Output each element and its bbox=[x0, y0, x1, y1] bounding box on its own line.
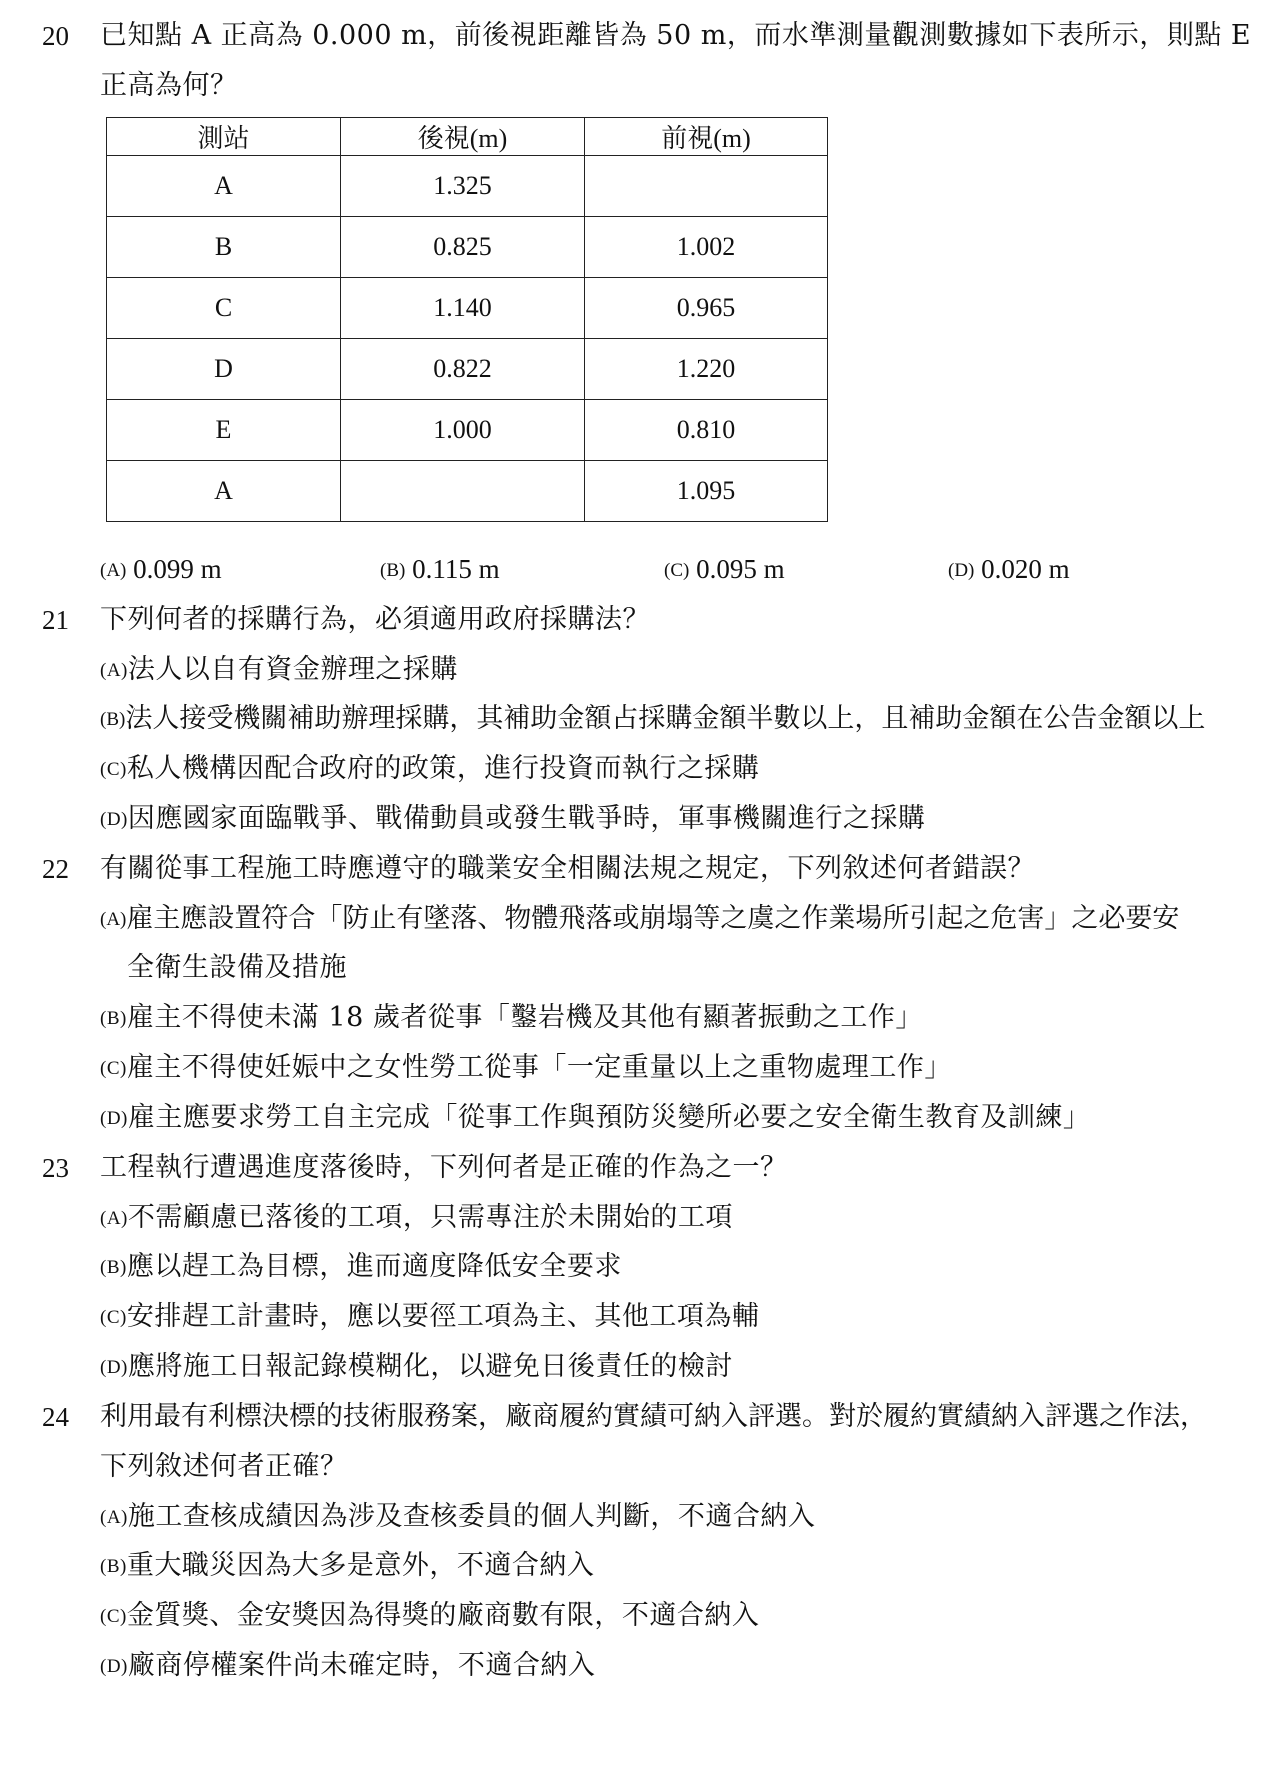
table-cell-station: A bbox=[107, 156, 341, 217]
option-label: (A) bbox=[100, 1208, 128, 1229]
option-label: (C) bbox=[664, 560, 690, 581]
table-row bbox=[107, 461, 828, 522]
option-text: 施工查核成績因為涉及查核委員的個人判斷，不適合納入 bbox=[127, 1501, 816, 1532]
option-text: 私人機構因配合政府的政策，進行投資而執行之採購 bbox=[126, 753, 760, 784]
option-label: (A) bbox=[100, 909, 127, 930]
question-stem: 下列何者的採購行為，必須適用政府採購法？ bbox=[100, 604, 650, 635]
option-text: 廠商停權案件尚未確定時，不適合納入 bbox=[127, 1650, 596, 1681]
question-stem-continued: 下列敘述何者正確？ bbox=[100, 1451, 348, 1482]
table-cell-foresight: 0.810 bbox=[585, 400, 828, 461]
table-cell-foresight: 0.965 bbox=[585, 278, 828, 339]
question-number: 22 bbox=[42, 854, 69, 884]
table-cell-backsight: 0.822 bbox=[341, 339, 585, 400]
option-label: (B) bbox=[100, 1008, 127, 1029]
question-stem-continued: 正高為何？ bbox=[100, 70, 238, 101]
option-b bbox=[380, 551, 500, 589]
option-label: (C) bbox=[100, 1307, 127, 1328]
option-b bbox=[100, 1548, 594, 1585]
table-cell-station: B bbox=[107, 217, 341, 278]
option-label: (D) bbox=[100, 1108, 128, 1129]
option-text: 0.095 m bbox=[696, 554, 785, 584]
option-text: 法人以自有資金辦理之採購 bbox=[127, 654, 458, 685]
option-c bbox=[100, 1050, 952, 1087]
table-cell-backsight bbox=[341, 461, 585, 522]
question-number: 20 bbox=[42, 21, 69, 51]
table-header-foresight: 前視(m) bbox=[585, 118, 828, 156]
option-label: (A) bbox=[100, 660, 128, 681]
option-text: 法人接受機關補助辦理採購，其補助金額占採購金額半數以上，且補助金額在公告金額以上 bbox=[125, 703, 1206, 734]
option-text: 雇主應設置符合「防止有墜落、物體飛落或崩塌等之虞之作業場所引起之危害」之必要安 bbox=[126, 903, 1180, 934]
table-row bbox=[107, 156, 828, 217]
option-b bbox=[100, 1249, 622, 1286]
option-label: (D) bbox=[100, 1357, 128, 1378]
table-row bbox=[107, 339, 828, 400]
option-text: 0.115 m bbox=[412, 554, 500, 584]
option-label: (D) bbox=[100, 809, 128, 830]
table-header-row bbox=[107, 118, 828, 156]
table-row bbox=[107, 278, 828, 339]
option-a bbox=[100, 1499, 815, 1536]
option-a bbox=[100, 652, 458, 689]
option-text: 雇主不得使妊娠中之女性勞工從事「一定重量以上之重物處理工作」 bbox=[126, 1052, 952, 1083]
option-label: (D) bbox=[948, 560, 975, 581]
option-label: (B) bbox=[100, 1556, 127, 1577]
option-text: 0.099 m bbox=[133, 554, 222, 584]
option-label: (C) bbox=[100, 759, 127, 780]
table-cell-station: D bbox=[107, 339, 341, 400]
option-d bbox=[100, 1100, 1090, 1137]
table-cell-foresight: 1.002 bbox=[585, 217, 828, 278]
question-number: 24 bbox=[42, 1402, 69, 1432]
option-label: (C) bbox=[100, 1606, 127, 1627]
option-text: 不需顧慮已落後的工項，只需專注於未開始的工項 bbox=[127, 1202, 733, 1233]
option-text: 應將施工日報記錄模糊化，以避免日後責任的檢討 bbox=[127, 1351, 733, 1382]
option-text: 重大職災因為大多是意外，不適合納入 bbox=[126, 1550, 595, 1581]
option-d bbox=[100, 1349, 733, 1386]
option-a bbox=[100, 1200, 733, 1237]
question-stem: 有關從事工程施工時應遵守的職業安全相關法規之規定，下列敘述何者錯誤？ bbox=[100, 853, 1035, 884]
option-c bbox=[100, 751, 759, 788]
option-label: (A) bbox=[100, 1507, 128, 1528]
table-cell-foresight: 1.095 bbox=[585, 461, 828, 522]
option-d bbox=[100, 801, 925, 838]
option-label: (C) bbox=[100, 1058, 127, 1079]
question-number: 21 bbox=[42, 605, 69, 635]
option-label: (B) bbox=[380, 560, 406, 581]
table-row bbox=[107, 400, 828, 461]
table-cell-station: A bbox=[107, 461, 341, 522]
option-label: (B) bbox=[100, 1257, 127, 1278]
question-number: 23 bbox=[42, 1153, 69, 1183]
option-text: 0.020 m bbox=[981, 554, 1070, 584]
table-header-station: 測站 bbox=[107, 118, 341, 156]
option-c bbox=[100, 1299, 759, 1336]
table-cell-foresight bbox=[585, 156, 828, 217]
option-a bbox=[100, 901, 1179, 938]
option-a-continued: 全衛生設備及措施 bbox=[127, 952, 347, 983]
option-label: (A) bbox=[100, 560, 127, 581]
option-text: 因應國家面臨戰爭、戰備動員或發生戰爭時，軍事機關進行之採購 bbox=[127, 803, 926, 834]
option-label: (B) bbox=[100, 709, 126, 730]
option-text: 雇主應要求勞工自主完成「從事工作與預防災變所必要之安全衛生教育及訓練」 bbox=[127, 1102, 1091, 1133]
table-cell-station: C bbox=[107, 278, 341, 339]
option-b bbox=[100, 1000, 923, 1037]
survey-data-table bbox=[106, 117, 828, 522]
table-header-backsight: 後視(m) bbox=[341, 118, 585, 156]
option-label: (D) bbox=[100, 1656, 128, 1677]
table-cell-backsight: 1.140 bbox=[341, 278, 585, 339]
table-cell-backsight: 0.825 bbox=[341, 217, 585, 278]
option-text: 應以趕工為目標，進而適度降低安全要求 bbox=[126, 1251, 622, 1282]
option-d bbox=[100, 1648, 595, 1685]
table-cell-backsight: 1.325 bbox=[341, 156, 585, 217]
question-stem: 工程執行遭遇進度落後時，下列何者是正確的作為之一？ bbox=[100, 1152, 788, 1183]
option-a bbox=[100, 551, 222, 589]
table-cell-foresight: 1.220 bbox=[585, 339, 828, 400]
table-cell-station: E bbox=[107, 400, 341, 461]
table-cell-backsight: 1.000 bbox=[341, 400, 585, 461]
option-text: 金質獎、金安獎因為得獎的廠商數有限，不適合納入 bbox=[126, 1600, 760, 1631]
option-b bbox=[100, 701, 1205, 738]
option-d bbox=[948, 551, 1070, 589]
option-c bbox=[664, 551, 785, 589]
option-text: 雇主不得使未滿 18 歲者從事「鑿岩機及其他有顯著振動之工作」 bbox=[126, 1002, 923, 1033]
table-row bbox=[107, 217, 828, 278]
question-stem: 利用最有利標決標的技術服務案，廠商履約實績可納入評選。對於履約實績納入評選之作法， bbox=[100, 1401, 1207, 1432]
option-c bbox=[100, 1598, 759, 1635]
option-text: 安排趕工計畫時，應以要徑工項為主、其他工項為輔 bbox=[126, 1301, 760, 1332]
question-stem: 已知點 A 正高為 0.000 m，前後視距離皆為 50 m，而水準測量觀測數據如下表所示，則點 E bbox=[100, 20, 1252, 51]
